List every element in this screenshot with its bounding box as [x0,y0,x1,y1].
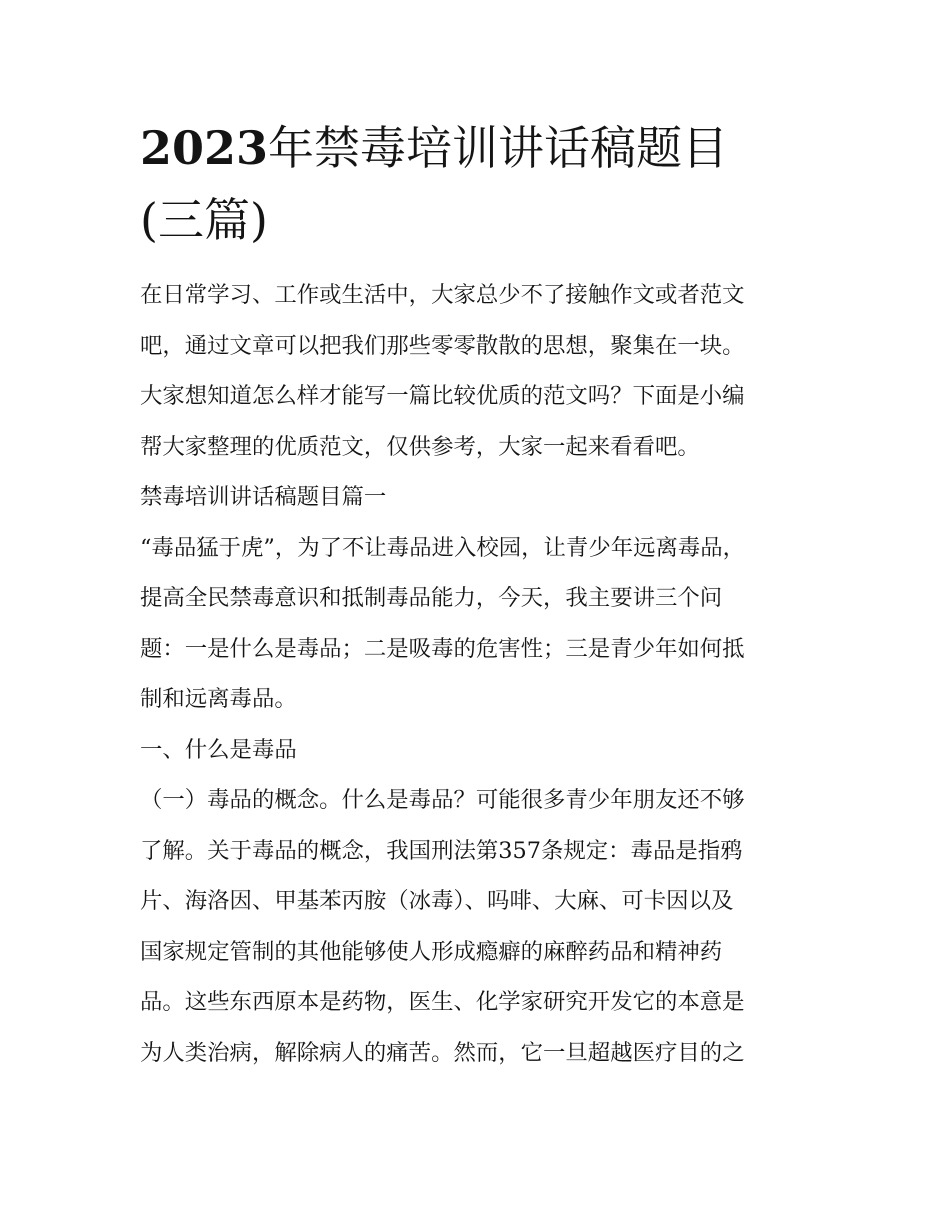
title-text: 年禁毒培训讲话稿题目 [268,121,729,175]
document-page [140,112,812,1078]
title-subtitle: (三篇) [140,193,268,247]
paragraph-line: （一）毒品的概念。什么是毒品？可能很多青少年朋友还不够 [140,787,745,813]
paragraph-line: “毒品猛于虎”，为了不让毒品进入校园，让青少年远离毒品， [140,534,746,561]
paragraph-line: 大家想知道怎么样才能写一篇比较优质的范文吗？下面是小编 [140,383,745,409]
paragraph-line: 提高全民禁毒意识和抵制毒品能力，今天，我主要讲三个问 [140,585,723,611]
title-year: 2023 [140,121,269,175]
section-heading: 禁毒培训讲话稿题目篇一 [140,484,387,510]
paragraph-line: 在日常学习、工作或生活中，大家总少不了接触作文或者范文 [140,282,745,308]
paragraph-line: 吧，通过文章可以把我们那些零零散散的思想，聚集在一块。 [140,332,745,359]
paragraph-line: 品。这些东西原本是药物，医生、化学家研究开发它的本意是 [140,989,745,1015]
section-heading: 一、什么是毒品 [140,736,297,763]
document-body [140,270,812,1078]
paragraph-line: 了解。关于毒品的概念，我国刑法第357条规定：毒品是指鸦 [140,837,743,864]
paragraph-line: 制和远离毒品。 [140,686,297,712]
document-title [140,112,812,256]
paragraph-line: 片、海洛因、甲基苯丙胺（冰毒）、吗啡、大麻、可卡因以及 [140,888,734,914]
paragraph-line: 国家规定管制的其他能够使人形成瘾癖的麻醉药品和精神药 [140,938,723,965]
paragraph-line: 帮大家整理的优质范文，仅供参考，大家一起来看看吧。 [140,433,700,460]
paragraph-line: 为人类治病，解除病人的痛苦。然而，它一旦超越医疗目的之 [140,1039,745,1066]
paragraph-line: 题：一是什么是毒品；二是吸毒的危害性；三是青少年如何抵 [140,635,745,662]
